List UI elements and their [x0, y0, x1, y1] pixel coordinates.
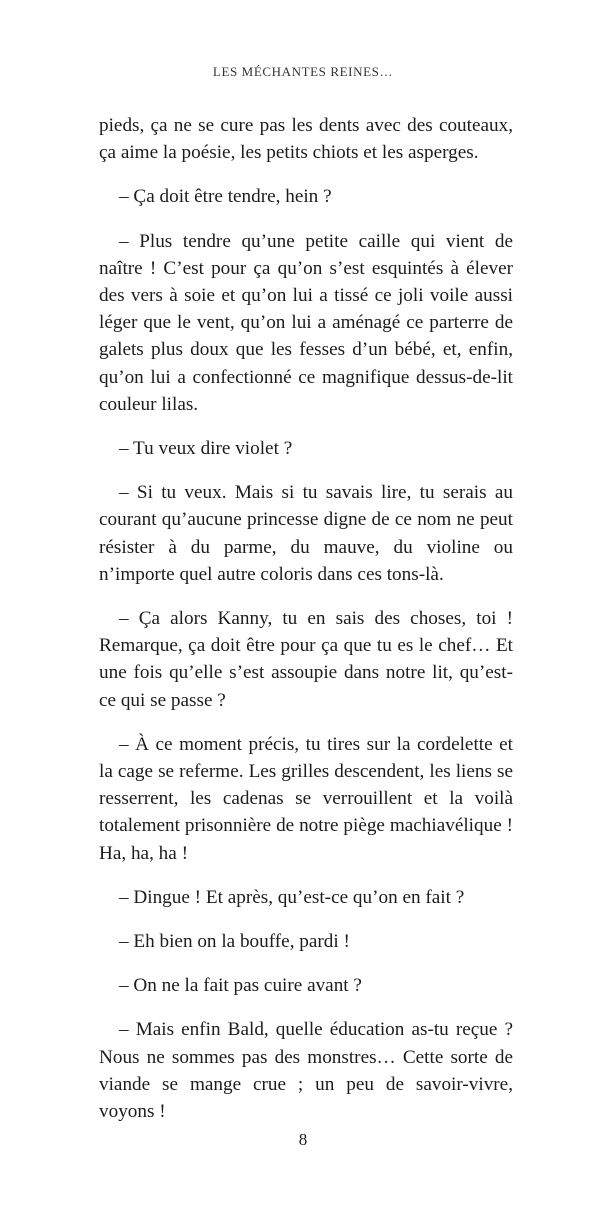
running-header: LES MÉCHANTES REINES…	[212, 64, 394, 79]
dialogue-line: – Ça alors Kanny, tu en sais des choses, toi ! Remarque, ça doit être pour ça que tu es le chef… Et une fois qu’elle s’est assoupie dans notre lit, qu’est-ce qui se passe ?	[99, 608, 513, 711]
page-number: 8	[298, 1130, 308, 1149]
dialogue-line: – À ce moment précis, tu tires sur la cordelette et la cage se referme. Les grilles descendent, les liens se resserrent, les cadenas se verrouillent et la voilà totalement prisonnière de notre piège machiavélique ! Ha, ha, ha !	[99, 733, 513, 864]
dialogue-line: – Tu veux dire violet ?	[119, 438, 293, 460]
body-text	[99, 112, 513, 1142]
paragraph-continuation: pieds, ça ne se cure pas les dents avec des couteaux, ça aime la poésie, les petits chiots et les asperges.	[99, 115, 513, 164]
dialogue-line: – Ça doit être tendre, hein ?	[119, 186, 332, 208]
dialogue-line: – Si tu veux. Mais si tu savais lire, tu serais au courant qu’aucune princesse digne de ce nom ne peut résister à du parme, du mauve, du violine ou n’importe quel autre coloris dans ces tons-là.	[99, 482, 513, 585]
dialogue-line: – Eh bien on la bouffe, pardi !	[119, 931, 350, 953]
dialogue-line: – On ne la fait pas cuire avant ?	[119, 975, 362, 997]
dialogue-line: – Plus tendre qu’une petite caille qui vient de naître ! C’est pour ça qu’on s’est esquintés à élever des vers à soie et qu’on lui a tissé ce joli voile aussi léger que le vent, qu’on lui a aménagé ce parterre de galets plus doux que les fesses d’un bébé, et, enfin, qu’on lui a confectionné ce magnifique dessus-de-lit couleur lilas.	[99, 230, 513, 415]
dialogue-line: – Mais enfin Bald, quelle éducation as-tu reçue ? Nous ne sommes pas des monstres… Cette sorte de viande se mange crue ; un peu de savoir-vivre, voyons !	[99, 1019, 513, 1123]
dialogue-line: – Dingue ! Et après, qu’est-ce qu’on en fait ?	[119, 886, 465, 908]
